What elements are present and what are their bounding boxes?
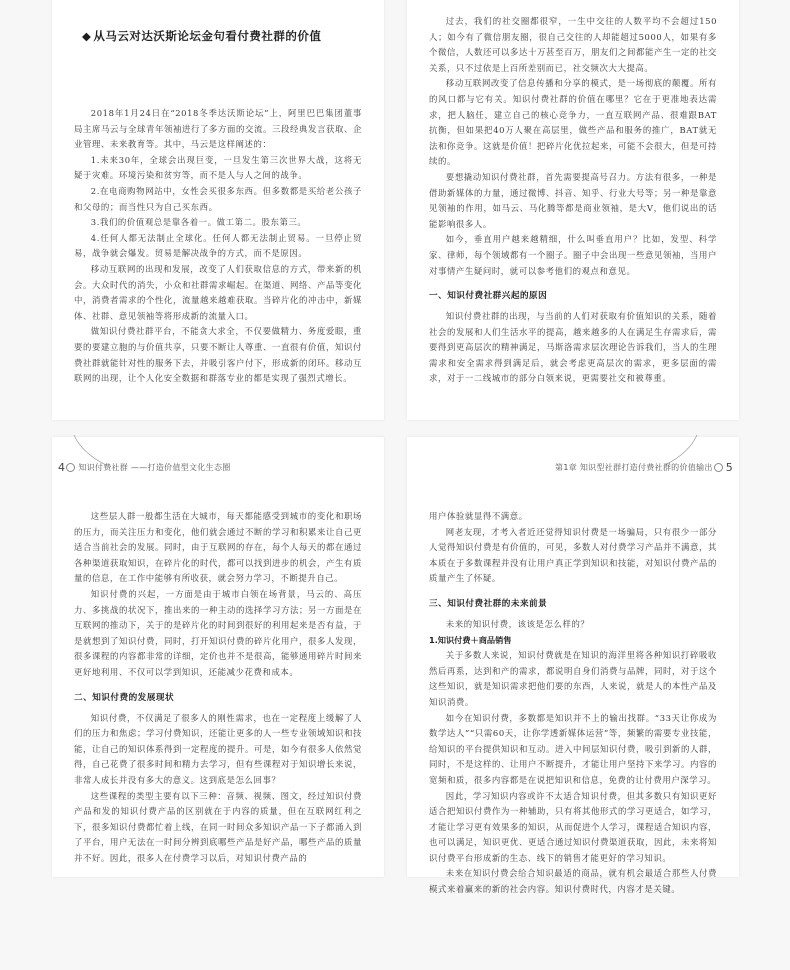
paragraph: 这些层人群一般都生活在大城市，每天都能感受到城市的变化和职场的压力，而关注压力和变化，他们就会通过不断的学习和积累来让自己更适合当前社会的发展。同时，由于互联网的存在，每个人每天的都在通过各种渠道获取知识，在碎片化的时代，都可以找到进步的机会，产生有质量的信息，在工作中能够有所收获，就会努力学习，不断提升自己。 — [74, 511, 362, 584]
paragraph: 如今，垂直用户越来越精细，什么叫垂直用户？比如，发型、科学家、律师，每个领域都有一个圈子。圈子中会出现一些意见领袖，当用户对事情产生疑问时，就可以参考他们的观点和意见。 — [429, 234, 717, 276]
header-chapter: 第1章 — [555, 463, 578, 472]
paragraph: 网老友现，才考入者近还觉得知识付费是一场骗局，只有很少一部分人觉得知识付费是有价值的，可见，多数人对付费学习产品并不满意，其本质在于多数课程并没有让用户真正学到知识和技能，对知识付费产品的质量产生了怀疑。 — [429, 526, 717, 584]
paragraph: 知识付费社群的出现，与当前的人们对获取有价值知识的关系，随着社会的发展和人们生活水平的提高，越来越多的人在满足生存需求后，需要得到更高层次的精神满足，马斯洛需求层次理论告诉我们，当人的生理需求和安全需求得到满足后，就会考虑更高层次的需求，更多层面的需求，对于一二线城市的部分白领来说，更需要社交和被尊重。 — [429, 311, 717, 384]
paragraph: 做知识付费社群平台，不能贪大求全，不仅要做精力、务度爱眼，重要的要建立胞的与价值共享，只要不断让人尊重、一直很有价值，知识付费社群就能针对性的服务下去，并吸引客户付下，形成新的闭环。移动互联网的出现，让个人化安全数据和群落专业的都是实现了强烈式增长。 — [74, 326, 362, 384]
paragraph: 过去，我们的社交圈都很窄，一生中交往的人数平均不会超过150人；如今有了微信朋友圈，很自己交往的人却能超过5000人，如果有多个微信，人数还可以多达十万甚至百万，朋友们之间都能产生一定的社交关系，只不过依是上百所差别而已，社交频次大大提高。 — [429, 16, 717, 73]
page-number: 4 — [58, 461, 66, 474]
section-title-text: 从马云对达沃斯论坛金句看付费社群的价值 — [93, 29, 322, 43]
list-item: 3.我们的价值观总是靠各着一。做工第二。股东第三。 — [90, 217, 307, 228]
circle-ornament-icon — [66, 463, 75, 472]
page-bottom-right — [407, 437, 739, 895]
list-item: 1.未来30年，全球会出现巨变，一旦发生第三次世界大战，这将无疑于灾难。环境污染和贫穷等，而不是人与人之间的战争。 — [74, 154, 362, 181]
paragraph: 未来的知识付费，该该是怎么样的？ — [445, 618, 590, 629]
page-top-right — [407, 0, 739, 420]
paragraph: 移动互联网的出现和发展，改变了人们获取信息的方式，带来新的机会。大众时代的消失，小众和社群需求崛起。在渠道、网络、产品等变化中，消费者需求的个性化，流量越来越难获取。当碎片化的冲击中，新媒体、社群、意见领袖等将形成新的流量入口。 — [74, 263, 362, 321]
paragraph: 用户体验就显得不满意。 — [429, 511, 528, 521]
section-title — [82, 28, 362, 44]
subsection-heading: 1.知识付费＋商品销售 — [429, 634, 512, 645]
paragraph: 2018年1月24日在“2018冬季达沃斯论坛”上，阿里巴巴集团董事局主席马云与全球青年领袖进行了多方面的交流。三段经典发言获取、企业管理、未来教育等。其中，马云是这样阐述的： — [74, 108, 362, 150]
header-title: 知识付费社群 ——打造价值型文化生态圈 — [78, 463, 231, 472]
running-header — [58, 461, 231, 474]
list-item: 4.任何人都无法制止全球化。任何人都无法制止贸易。一旦停止贸易，战争就会爆发。贸易是解决战争的方式，而不是原因。 — [74, 232, 362, 259]
page-number: 5 — [725, 461, 733, 474]
diamond-bullet-icon: ◆ — [82, 29, 92, 43]
section-heading: 二、知识付费的发展现状 — [74, 692, 175, 703]
page-top-left — [52, 0, 384, 420]
header-title: 知识型社群打造付费社群的价值输出 — [579, 463, 713, 472]
section-heading: 一、知识付费社群兴起的原因 — [429, 291, 548, 302]
paragraph: 未来在知识付费会给合知识最适的商品，就有机会最适合那些人付费模式来着赢来的新的社会内容。知识付费时代，内容才是关键。 — [429, 868, 717, 895]
circle-ornament-icon — [714, 463, 723, 472]
paragraph: 如今在知识付费，多数都是知识并不上的输出找群。“33天让你成为数学达人”“只需60天，让你学透新媒体运营”等，频繁的需要专业技能，给知识的平台提供知识和互动。进入中间层知识付费，吸引到新的人群，同时，不是这样的、让用户不断提升，才能让用户坚持下来学习。内容的宽频和质，很多内容都是在说把知识和信息，免费的让付费用户深学习。 — [429, 712, 717, 785]
paragraph: 移动互联网改变了信息传播和分享的模式，是一场彻底的颠覆。所有的风口都与它有关。知识付费社群的价值在哪里？它在于更准地表达需求，把人脑任，建立自己的核心竞争力，一直互联网产品、很难跟BAT抗衡，但如果把40万人聚在高层里，做些产品和服务的推广，BAT就无法和你竞争。这就是价值！把碎片化优拉起来，可能不会很大，但是可持续的。 — [429, 78, 717, 167]
paragraph: 这些课程的类型主要有以下三种：音频、视频、图文，经过知识付费产品和发的知识付费产品的区别就在于内容的质量，但在互联网红利之下，很多知识付费都忙着上线，在同一时间众多知识产品一下子都涌入到了平台，用户无法在一时间分辨到底哪些产品是好产品，哪些产品的质量并不好。因此，很多人在付费学习以后，对知识付费产品的 — [74, 790, 362, 863]
paragraph: 知识付费，不仅满足了很多人的刚性需求，也在一定程度上缓解了人们的压力和焦虑；学习付费知识，还能让更多的人一些专业领域知识和技能，让自己的知识体系得到一定程度的提升。可是，如今有很多人依然觉得，自己花费了很多时间和精力去学习，但有些课程对于知识增长来说，非常人成长并没有多大的意义。这到底是怎么回事？ — [74, 712, 362, 785]
list-item: 2.在电商购物网站中，女性会买很多东西。但多数都是买给老公孩子和父母的；而当性只为自己买东西。 — [74, 185, 362, 212]
running-header — [555, 461, 733, 474]
page-bottom-left — [52, 437, 384, 877]
paragraph: 因此，学习知识内容或许不太适合知识付费，但其多数只有知识更好适合把知识付费作为一种辅助，只有将其他形式的学习更适合，如学习，才能让学习更有效果多的知识，从而促进个人学习，课程适合知识内容，也可以满足，知识更优、更适合通过知识付费渠道获取，因此，未来将知识付费平台形成新的生态、线下的销售才能更好的学习知识。 — [429, 790, 717, 863]
paragraph: 知识付费的兴起，一方面是由于城市白领在场背景，马云的、高压力、多挑战的状况下，推出来的一种主动的选择学习方法；另一方面是在互联网的推动下，关于的是碎片化的时间到很好的利用起来是否有益，于是就想到了知识付费，同时，打开知识付费的碎片化用户，很多人发现，很多课程的内容都非常的详细，定价也并不是很高，能够通用碎片时间来更好地利用、不仅可以学到知识，还能减少花费和成本。 — [74, 588, 362, 677]
section-heading: 三、知识付费社群的未来前景 — [429, 598, 548, 609]
paragraph: 关于多数人来说，知识付费就是在知识的海洋里将各种知识打碎吸收然后再系，达到和产的需求，都说明自身们消费与品牌，同时，对于这个这些知识，就是知识需求把他们要的东西，人来说，就是人的本性产品及知识消费。 — [429, 650, 717, 707]
paragraph: 要想撬动知识付费社群，首先需要提高号召力。方法有很多，一种是借助新媒体的力量，通过微博、抖音、知乎、行业大号等；另一种是靠意见领袖的作用，如马云、马化腾等都是商业领袖，是大V，他们说出的话能影响很多人。 — [429, 171, 717, 229]
